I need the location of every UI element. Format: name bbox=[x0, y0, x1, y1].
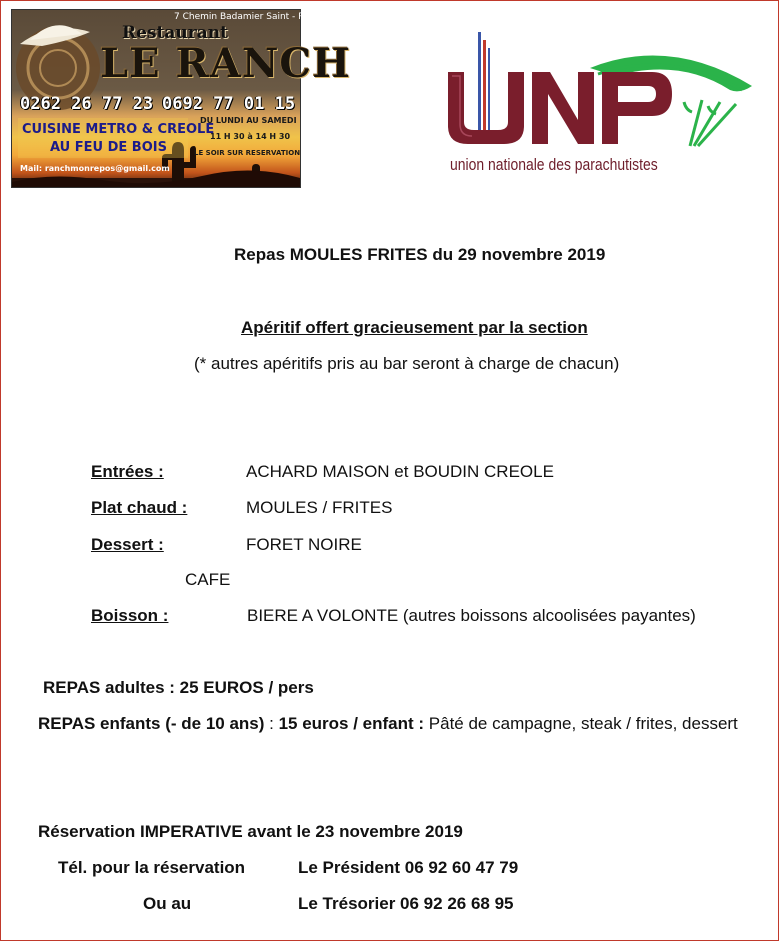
price-children bbox=[38, 714, 738, 734]
menu-value-boisson: BIERE A VOLONTE (autres boissons alcoolisées payantes) bbox=[247, 606, 696, 625]
menu-label-plat: Plat chaud : bbox=[91, 498, 188, 517]
reservation-president: Le Président 06 92 60 47 79 bbox=[298, 858, 519, 877]
unp-logo bbox=[440, 28, 770, 186]
price-children-amount: 15 euros / enfant : bbox=[278, 714, 425, 733]
ranch-email: Mail: ranchmonrepos@gmail.com bbox=[20, 164, 170, 173]
ranch-opening-hours: 11 H 30 à 14 H 30 bbox=[210, 132, 291, 141]
price-children-menu: Pâté de campagne, steak / frites, dessert bbox=[424, 714, 738, 733]
reservation-deadline: Réservation IMPERATIVE avant le 23 novembre 2019 bbox=[38, 822, 463, 841]
menu-label-boisson: Boisson : bbox=[91, 606, 169, 625]
ranch-phone-landline: 0262 26 77 23 bbox=[20, 94, 154, 114]
ranch-phone-mobile: 0692 77 01 15 bbox=[162, 94, 296, 114]
unp-tagline: union nationale des parachutistes bbox=[450, 155, 658, 174]
menu-label-entrees: Entrées : bbox=[91, 462, 164, 481]
event-title: Repas MOULES FRITES du 29 novembre 2019 bbox=[234, 245, 606, 264]
price-adults: REPAS adultes : 25 EUROS / pers bbox=[43, 678, 314, 697]
menu-value-plat: MOULES / FRITES bbox=[246, 498, 393, 517]
menu-label-dessert: Dessert : bbox=[91, 535, 164, 554]
unp-logo-mark bbox=[440, 28, 770, 158]
menu-value-entrees: ACHARD MAISON et BOUDIN CREOLE bbox=[246, 462, 554, 481]
ranch-cuisine-line1: CUISINE METRO & CREOLE bbox=[22, 122, 215, 137]
ranch-opening-days: DU LUNDI AU SAMEDI bbox=[200, 116, 297, 125]
ranch-restaurant-label: Restaurant bbox=[122, 23, 228, 43]
price-children-separator: : bbox=[264, 714, 279, 733]
ranch-evening-note: LE SOIR SUR RESERVATION bbox=[194, 149, 301, 157]
reservation-phone-label: Tél. pour la réservation bbox=[58, 858, 246, 877]
menu-cafe: CAFE bbox=[185, 570, 231, 589]
menu-value-dessert: FORET NOIRE bbox=[246, 535, 362, 554]
aperitif-heading: Apéritif offert gracieusement par la section bbox=[241, 318, 588, 337]
ranch-cuisine-line2: AU FEU DE BOIS bbox=[50, 140, 167, 155]
reservation-treasurer: Le Trésorier 06 92 26 68 95 bbox=[298, 894, 514, 913]
ranch-address: 7 Chemin Badamier Saint - Pierre bbox=[174, 12, 325, 22]
ranch-business-card bbox=[11, 9, 352, 188]
ranch-name: LE RANCH bbox=[100, 40, 352, 87]
price-children-label: REPAS enfants (- de 10 ans) bbox=[38, 714, 265, 733]
reservation-or-label: Ou au bbox=[143, 894, 192, 913]
aperitif-note: (* autres apéritifs pris au bar seront à charge de chacun) bbox=[194, 354, 620, 373]
